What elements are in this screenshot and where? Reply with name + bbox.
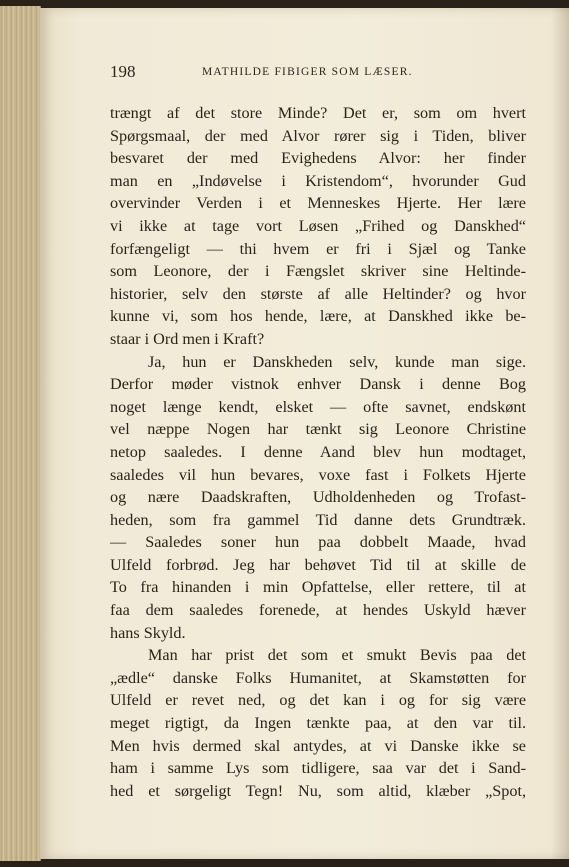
- text-line: Ulfeld er revet ned, og det kan i og for sig være: [110, 691, 526, 710]
- text-line: besvaret der med Evighedens Alvor: her finder: [110, 149, 526, 168]
- text-line: forfængeligt — thi hvem er fri i Sjæl og Tanke: [110, 239, 526, 258]
- text-line: Spørgsmaal, der med Alvor rører sig i Tiden, bliver: [110, 126, 526, 145]
- text-line: og nære Daadskraften, Udholdenheden og Trofast-: [110, 488, 526, 507]
- book-page-edges: [0, 6, 41, 861]
- text-line: hans Skyld.: [110, 623, 186, 642]
- text-line: Ja, hun er Danskheden selv, kunde man sige.: [148, 352, 526, 371]
- text-line: staar i Ord men i Kraft?: [110, 329, 265, 348]
- text-line: hed et sørgeligt Tegn! Nu, som altid, klæber „Spot,: [110, 781, 526, 800]
- text-line: heden, som fra gammel Tid danne dets Grundtræk.: [110, 510, 526, 529]
- running-head: MATHILDE FIBIGER SOM LÆSER.: [202, 66, 413, 78]
- page-shadow: [551, 8, 569, 859]
- text-line: ham i samme Lys som tidligere, saa var det i Sand-: [110, 759, 526, 778]
- text-line: To fra hinanden i min Opfattelse, eller rettere, til at: [110, 578, 526, 597]
- text-line: vi ikke at tage vort Løsen „Frihed og Danskhed“: [110, 216, 526, 235]
- text-line: Derfor møder vistnok enhver Dansk i denne Bog: [110, 375, 526, 394]
- text-line: man en „Indøvelse i Kristendom“, hvorunder Gud: [110, 171, 526, 190]
- text-line: Man har prist det som et smukt Bevis paa det: [148, 646, 526, 665]
- page-number: 198: [110, 62, 136, 81]
- text-line: kunne vi, som hos hende, lære, at Danskhed ikke be-: [110, 307, 526, 326]
- text-line: noget længe kendt, elsket — ofte savnet, endskønt: [110, 397, 526, 416]
- text-line: historier, selv den største af alle Heltinder? og hvor: [110, 284, 526, 303]
- text-line: netop saaledes. I denne Aand blev hun modtaget,: [110, 442, 526, 461]
- text-line: saaledes vil hun bevares, voxe fast i Folkets Hjerte: [110, 465, 526, 484]
- text-line: faa dem saaledes forenede, at hendes Uskyld hæver: [110, 601, 526, 620]
- text-line: vel næppe Nogen har tænkt sig Leonore Christine: [110, 420, 526, 439]
- text-line: som Leonore, der i Fængslet skriver sine Heltinde-: [110, 262, 526, 281]
- body-text: [110, 102, 526, 802]
- text-line: overvinder Verden i et Menneskes Hjerte. Her lære: [110, 194, 526, 213]
- text-line: „ædle“ danske Folks Humanitet, at Skamstøtten for: [110, 668, 526, 687]
- text-line: trængt af det store Minde? Det er, som om hvert: [110, 104, 526, 122]
- page-header: [110, 62, 530, 82]
- text-line: Ulfeld forbrød. Jeg har behøvet Tid til at skille de: [110, 555, 526, 574]
- text-line: Men hvis dermed skal antydes, at vi Danske ikke se: [110, 736, 526, 755]
- text-line: — Saaledes soner hun paa dobbelt Maade, hvad: [110, 533, 526, 552]
- text-line: meget rigtigt, da Ingen tænkte paa, at den var til.: [110, 714, 526, 733]
